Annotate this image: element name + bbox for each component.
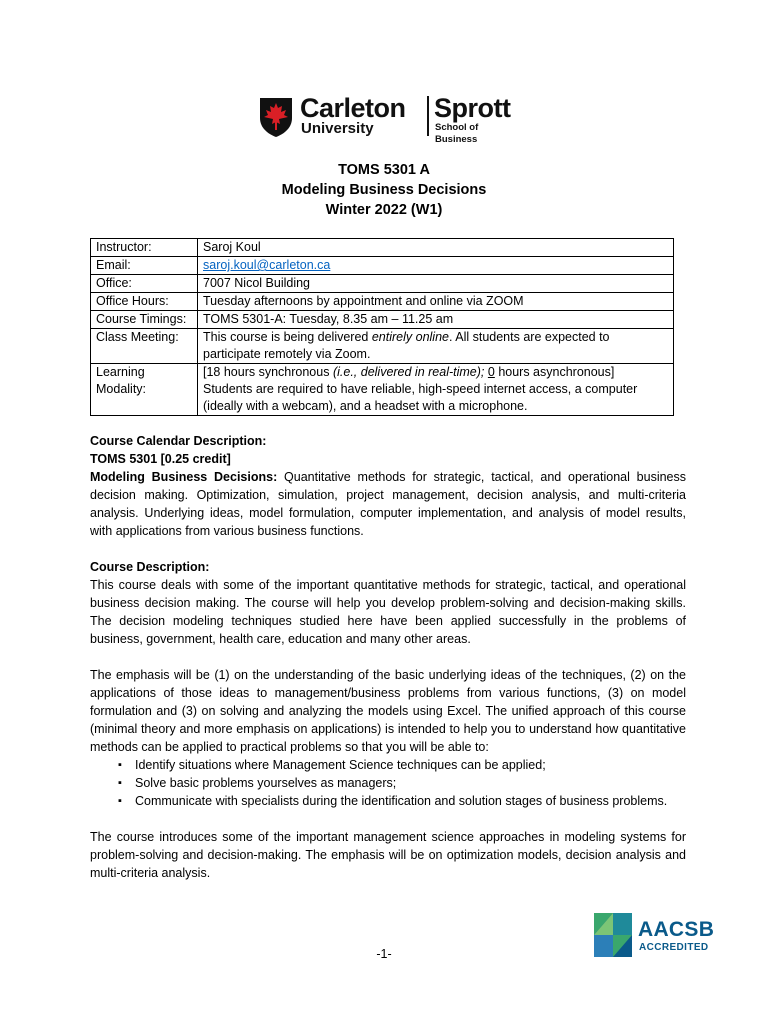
table-row xyxy=(91,239,674,257)
modality-zero: 0 xyxy=(487,365,495,379)
learning-modality-value xyxy=(198,364,674,416)
office-value: 7007 Nicol Building xyxy=(198,275,674,293)
modality-hours xyxy=(203,364,668,381)
office-label: Office: xyxy=(91,275,198,293)
course-timings-label: Course Timings: xyxy=(91,311,198,329)
learning-modality-label xyxy=(91,364,198,416)
calendar-heading: Course Calendar Description: xyxy=(90,434,267,448)
syllabus-body xyxy=(90,432,686,882)
modality-async-text: hours asynchronous] xyxy=(494,365,615,379)
carleton-shield-icon xyxy=(258,96,294,138)
description-paragraph-2: The emphasis will be (1) on the understanding of the basic underlying ideas of the techniques, (2) on the applications of those ideas to management/business problems from various functions, (3) on model formulation and (3) on solving and analyzing the models using Excel. The unified approach of this course (minimal theory and more emphasis on applications) is intended to help you to understand how quantitative methods can be applied to practical problems so that you will be able to: xyxy=(90,668,686,754)
modality-requirements: Students are required to have reliable, high-speed internet access, a computer (ideally with a webcam), and a headset with a microphone. xyxy=(203,382,638,413)
objectives-list xyxy=(90,756,686,810)
list-item: ▪ Communicate with specialists during the identification and solution stages of business problems. xyxy=(118,792,686,810)
modality-label-line2: Modality: xyxy=(96,382,147,396)
email-link[interactable]: saroj.koul@carleton.ca xyxy=(203,258,331,272)
modality-sync-text: [18 hours synchronous xyxy=(203,365,333,379)
course-name: Modeling Business Decisions xyxy=(281,182,487,198)
table-row xyxy=(91,311,674,329)
course-description-heading: Course Description: xyxy=(90,560,210,574)
course-title-block xyxy=(0,160,768,220)
logo-carleton-text: Carleton xyxy=(300,93,406,123)
instructor-value: Saroj Koul xyxy=(198,239,674,257)
description-paragraph-1: This course deals with some of the important quantitative methods for strategic, tactical, and operational business decision making. The course will help you develop problem-solving and decision-making skills. The decision modeling techniques studied here have been applied successfully in the problems of business, government, health care, education and many other areas. xyxy=(90,578,686,646)
table-row xyxy=(91,275,674,293)
course-info-table xyxy=(90,238,674,416)
carleton-sprott-logo xyxy=(258,93,522,145)
calendar-description xyxy=(90,468,686,540)
meeting-text-pre: This course is being delivered xyxy=(203,330,372,344)
office-hours-value: Tuesday afternoons by appointment and online via ZOOM xyxy=(198,293,674,311)
description-paragraph-3: The course introduces some of the important management science approaches in modeling systems for problem-solving and decision-making. The emphasis will be on optimization models, decision analysis and multi-criteria analysis. xyxy=(90,830,686,880)
course-term: Winter 2022 (W1) xyxy=(325,202,443,218)
logo-sprott-text: Sprott xyxy=(434,93,511,123)
logo-university-text: University xyxy=(301,120,374,137)
list-item: ▪ Identify situations where Management Science techniques can be applied; xyxy=(118,756,686,774)
meeting-text-post: . All students are expected to participate remotely via Zoom. xyxy=(203,330,610,361)
page-number: -1- xyxy=(376,947,392,961)
modality-label-line1: Learning xyxy=(96,365,145,379)
class-meeting-label: Class Meeting: xyxy=(91,329,198,364)
modality-realtime-note: (i.e., delivered in real-time); xyxy=(332,365,485,379)
email-label: Email: xyxy=(91,257,198,275)
calendar-lead: Modeling Business Decisions: xyxy=(90,470,278,484)
instructor-label: Instructor: xyxy=(91,239,198,257)
list-item: ▪ Solve basic problems yourselves as managers; xyxy=(118,774,686,792)
table-row xyxy=(91,329,674,364)
calendar-code-credit: TOMS 5301 [0.25 credit] xyxy=(90,452,231,466)
meeting-text-emphasis: entirely online xyxy=(371,330,449,344)
table-row xyxy=(91,364,674,416)
table-row xyxy=(91,257,674,275)
course-code: TOMS 5301 A xyxy=(338,162,430,178)
aacsb-name: AACSB xyxy=(638,918,715,941)
table-row xyxy=(91,293,674,311)
calendar-text: Quantitative methods for strategic, tactical, and operational business decision making. Optimization, simulation, project management, decision analysis, and multi-criteria analysis. Underlying ideas, model formulation, computer implementation, and analysis of model results, with applications from various business functions. xyxy=(90,470,687,538)
course-timings-value: TOMS 5301-A: Tuesday, 8.35 am – 11.25 am xyxy=(198,311,674,329)
logo-school-text: School of Business xyxy=(435,122,479,145)
aacsb-accredited-text: ACCREDITED xyxy=(639,942,709,953)
class-meeting-value xyxy=(198,329,674,364)
logo-divider xyxy=(427,96,429,136)
office-hours-label: Office Hours: xyxy=(91,293,198,311)
